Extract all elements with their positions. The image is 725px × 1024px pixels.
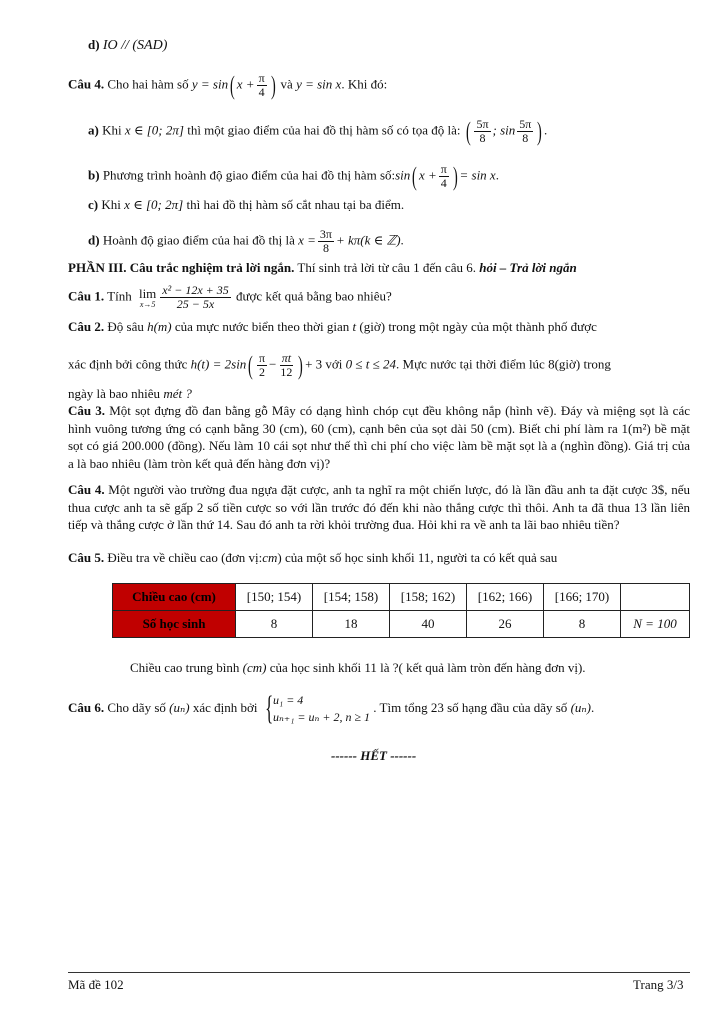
q4-option-c: c) Khi x ∈ [0; 2π] thì hai đồ thị hàm số cắt nhau tại ba điểm. — [88, 197, 405, 212]
q4-xplus: x + — [236, 76, 255, 92]
footer-divider — [68, 972, 690, 973]
q4-va: và — [280, 76, 293, 92]
q4-y2: y = sin x — [296, 76, 342, 92]
table-cell: 8 — [236, 611, 313, 638]
table-row — [113, 611, 690, 638]
table-row — [113, 584, 690, 611]
part3-header — [68, 259, 577, 277]
table-header-count: Số học sinh — [113, 611, 236, 638]
q3-option-d — [88, 36, 167, 55]
q4-option-d: d) Hoành độ giao điểm của hai đồ thị là x = $\frac{3\pi}{8}$ + kπ(k ∈ ℤ). — [88, 227, 404, 255]
table-cell: 18 — [313, 611, 390, 638]
s5-label: Câu 5. — [68, 550, 105, 565]
q4-frac: $\frac{\pi}{4}$ — [258, 71, 265, 99]
s4-label: Câu 4. — [68, 482, 105, 497]
q3d-text: IO // (SAD) — [102, 38, 168, 53]
short-q3 — [68, 402, 690, 472]
s4-text: Một người vào trường đua ngựa đặt cược, anh ta nghĩ ra một chiến lược, đó là lần đầu anh ta đặt cược 3$, nếu thua cược anh ta sẽ gấp 2 số tiền cược so với lần trước đó đến khi nào thắng cược thì thôi. Anh ta đã thua 13 lần liên tiếp và thắng cược ở lần thứ 14. Sau đó anh ta rời khỏi trường đua. Hỏi khi ra về anh ta lãi bao nhiêu tiền? — [68, 482, 690, 532]
s3-label: Câu 3. — [68, 403, 106, 418]
height-table — [112, 583, 690, 638]
table-header-height: Chiều cao (cm) — [113, 584, 236, 611]
q3d-label: d) — [88, 37, 100, 52]
q4a-label: a) — [88, 122, 99, 138]
s6-label: Câu 6. — [68, 700, 105, 715]
q4-option-a: a) Khi x ∈ [0; 2π] thì một giao điểm của hai đồ thị hàm số có tọa độ là: ( $\frac{5\pi}{8}$ ; sin $\frac{5\pi}{8}$ ) . — [88, 116, 548, 146]
table-cell: 8 — [544, 611, 621, 638]
s2-label: Câu 2. — [68, 319, 105, 334]
s1-lim: lim x→5 — [138, 285, 157, 309]
s6-system: u₁ = 4 uₙ₊₁ = uₙ + 2, n ≥ 1 — [273, 693, 371, 725]
short-q2-line3: ngày là bao nhiêu mét ? — [68, 386, 192, 401]
table-cell: [158; 162) — [390, 584, 467, 611]
part3-title: PHẦN III. Câu trắc nghiệm trả lời ngắn. — [68, 260, 295, 275]
table-cell: [166; 170) — [544, 584, 621, 611]
table-cell: 26 — [467, 611, 544, 638]
table-cell-empty — [621, 584, 690, 611]
table-cell: 40 — [390, 611, 467, 638]
short-q2-line2: xác định bởi công thức h(t) = 2sin( $\frac{\pi}{2}$ − $\frac{\pi t}{12}$ ) + 3 với 0 ≤ t ≤ 24. Mực nước tại thời điểm lúc 8(giờ) trong — [68, 350, 611, 380]
short-q4 — [68, 481, 690, 534]
q4-option-b: b) Phương trình hoành độ giao điểm của hai đồ thị hàm số:sin( x + $\frac{\pi}{4}$ ) = sin x. — [88, 161, 499, 191]
q4b-label: b) — [88, 167, 100, 183]
s1-label: Câu 1. — [68, 288, 105, 304]
footer-page: Trang 3/3 — [633, 977, 684, 992]
short-q5-stem: Câu 5. Điều tra về chiều cao (đơn vị:cm) của một số học sinh khối 11, người ta có kết quả sau — [68, 550, 558, 565]
s3-text: Một sọt đựng đồ đan bằng gỗ Mây có dạng hình chóp cụt đều không nắp (hình vẽ). Đáy và miệng sọt là các hình vuông tương ứng có cạnh bằng 30 (cm), 60 (cm), cạnh bên của sọt dài 50 (cm). Biết chi phí làm ra 1(m²) bề mặt sọt có giá 200.000 (đồng). Nếu làm 10 cái sọt như thế thì chi phí cho việc làm bề mặt sọt là a (nghìn đồng). Giá trị của a là bao nhiêu (làm tròn kết quả đến hàng đơn vị)? — [68, 403, 690, 471]
table-cell-total: N = 100 — [621, 611, 690, 638]
footer-code: Mã đề 102 — [68, 977, 124, 992]
end-marker: ------ HẾT ------ — [331, 748, 417, 763]
part3-tail: hỏi – Trả lời ngắn — [479, 260, 577, 275]
q4d-label: d) — [88, 232, 100, 248]
q4-label: Câu 4. — [68, 76, 105, 92]
table-cell: [154; 158) — [313, 584, 390, 611]
q4c-label: c) — [88, 197, 99, 212]
short-q2-line1: Câu 2. Độ sâu h(m) của mực nước biển theo thời gian t (giờ) trong một ngày của một thành phố được — [68, 319, 597, 334]
part3-desc: Thí sinh trả lời từ câu 1 đến câu 6. — [297, 260, 476, 275]
q4a-cond: x ∈ [0; 2π] — [124, 122, 184, 138]
table-cell: [162; 166) — [467, 584, 544, 611]
short-q1: Câu 1. Tính lim x→5 $\frac{\text{x² − 12x + 35}}{25 - 5x}$ được kết quả bằng bao nhiêu? — [68, 283, 392, 311]
short-q5-question: Chiều cao trung bình (cm) của học sinh khối 11 là ?( kết quả làm tròn đến hàng đơn vị). — [130, 660, 586, 675]
s1-frac: $\frac{\text{x² − 12x + 35}}{25 - 5x}$ — [162, 283, 229, 311]
q4-stem: Câu 4. Cho hai hàm số y = sin( x + $\frac{\pi}{4}$ ) và y = sin x. Khi đó: — [68, 70, 388, 100]
q4-intro: Cho hai hàm số — [107, 76, 189, 92]
short-q6: Câu 6. Cho dãy số (uₙ) xác định bởi { u₁ = 4 uₙ₊₁ = uₙ + 2, n ≥ 1 . Tìm tổng 23 số hạng đầu của dãy số (uₙ). — [68, 690, 595, 728]
q4-y1: y = sin — [191, 76, 229, 92]
table-cell: [150; 154) — [236, 584, 313, 611]
